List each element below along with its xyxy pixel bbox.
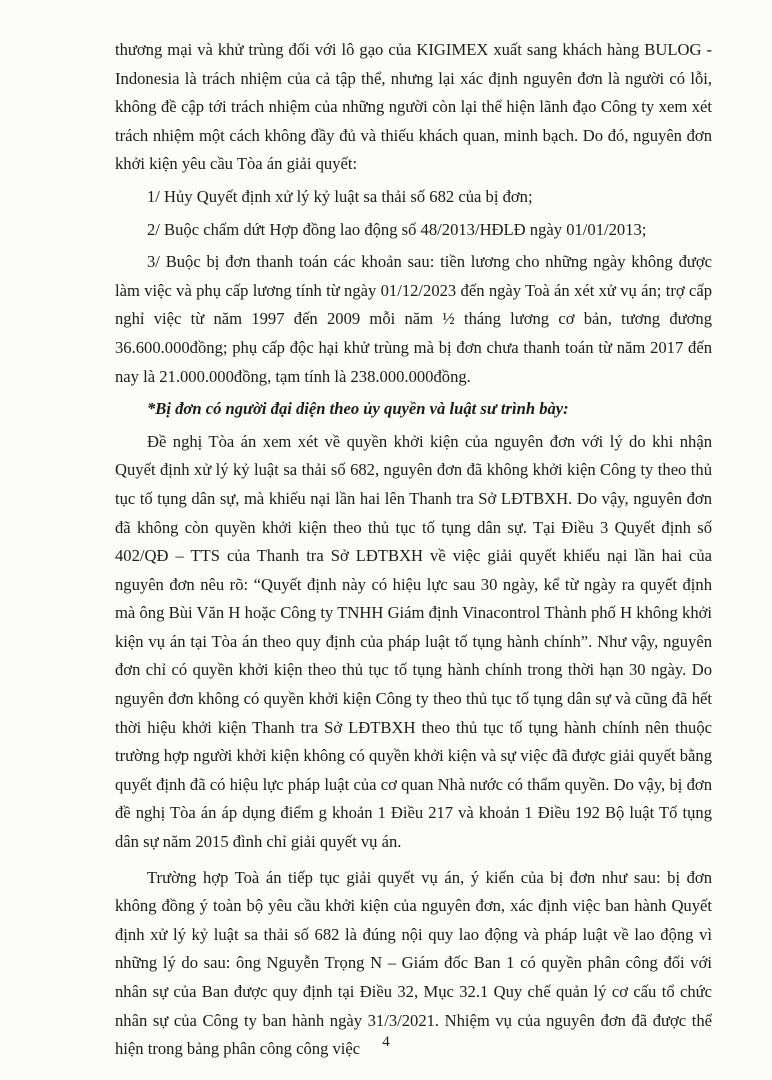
paragraph-continuation: thương mại và khử trùng đối với lô gạo của KIGIMEX xuất sang khách hàng BULOG - Indonesia là trách nhiệm của cả tập thể, nhưng lại xác định nguyên đơn là người có lỗi, không đề cập tới trách nhiệm của những người còn lại thể hiện lãnh đạo Công ty xem xét trách nhiệm một cách không đầy đủ và thiếu khách quan, minh bạch. Do đó, nguyên đơn khởi kiện yêu cầu Tòa án giải quyết: <box>115 40 712 174</box>
page-number: 4 <box>382 1034 390 1050</box>
section-heading-defendant: *Bị đơn có người đại diện theo ủy quyền và luật sư trình bày: <box>147 399 569 419</box>
request-item-3: 3/ Buộc bị đơn thanh toán các khoản sau: tiền lương cho những ngày không được làm việc và phụ cấp lương tính từ ngày 01/12/2023 đến ngày Toà án xét xử vụ án; trợ cấp nghỉ việc từ năm 1997 đến 2009 mỗi năm ½ tháng lương cơ bản, tương đương 36.600.000đồng; phụ cấp độc hại khử trùng mà bị đơn chưa thanh toán từ năm 2017 đến nay là 21.000.000đồng, tạm tính là 238.000.000đồng. <box>115 252 712 386</box>
request-item-1: 1/ Hủy Quyết định xử lý kỷ luật sa thải số 682 của bị đơn; <box>147 186 533 206</box>
paragraph-defendant-opinion: Trường hợp Toà án tiếp tục giải quyết vụ án, ý kiến của bị đơn như sau: bị đơn không đồng ý toàn bộ yêu cầu khởi kiện của nguyên đơn, xác định việc ban hành Quyết định xử lý kỷ luật sa thải số 682 là đúng nội quy lao động và pháp luật về lao động vì những lý do sau: ông Nguyễn Trọng N – Giám đốc Ban 1 có quyền phân công đối với nhân sự của Ban được quy định tại Điều 32, Mục 32.1 Quy chế quản lý cơ cấu tổ chức nhân sự của Công ty ban hành ngày 31/3/2021. Nhiệm vụ của nguyên đơn đã được thể hiện trong bảng phân công công việc <box>115 867 712 1059</box>
request-item-2: 2/ Buộc chấm dứt Hợp đồng lao động số 48/2013/HĐLĐ ngày 01/01/2013; <box>147 219 647 239</box>
paragraph-defendant-argument: Đề nghị Tòa án xem xét về quyền khởi kiện của nguyên đơn với lý do khi nhận Quyết định xử lý kỷ luật sa thải số 682, nguyên đơn đã không khởi kiện Công ty theo thủ tục tố tụng dân sự, mà khiếu nại lần hai lên Thanh tra Sở LĐTBXH. Do vậy, nguyên đơn đã không còn quyền khởi kiện theo thủ tục tố tụng dân sự. Tại Điều 3 Quyết định số 402/QĐ – TTS của Thanh tra Sở LĐTBXH về việc giải quyết khiếu nại lần hai của nguyên đơn nêu rõ: “Quyết định này có hiệu lực sau 30 ngày, kể từ ngày ra quyết định mà ông Bùi Văn H hoặc Công ty TNHH Giám định Vinacontrol Thành phố H không khởi kiện vụ án tại Tòa án theo quy định của pháp luật tố tụng hành chính”. Như vậy, nguyên đơn chỉ có quyền khởi kiện theo thủ tục tố tụng hành chính trong thời hạn 30 ngày. Do nguyên đơn không có quyền khởi kiện Công ty theo thủ tục tố tụng dân sự và cũng đã hết thời hiệu khởi kiện Thanh tra Sở LĐTBXH theo thủ tục tố tụng hành chính nên thuộc trường hợp người khởi kiện không có quyền khởi kiện và sự việc đã được giải quyết bằng quyết định đã có hiệu lực pháp luật của cơ quan Nhà nước có thẩm quyền. Do vậy, bị đơn đề nghị Tòa án áp dụng điểm g khoản 1 Điều 217 và khoản 1 Điều 192 Bộ luật Tố tụng dân sự năm 2015 đình chỉ giải quyết vụ án. <box>115 431 712 852</box>
